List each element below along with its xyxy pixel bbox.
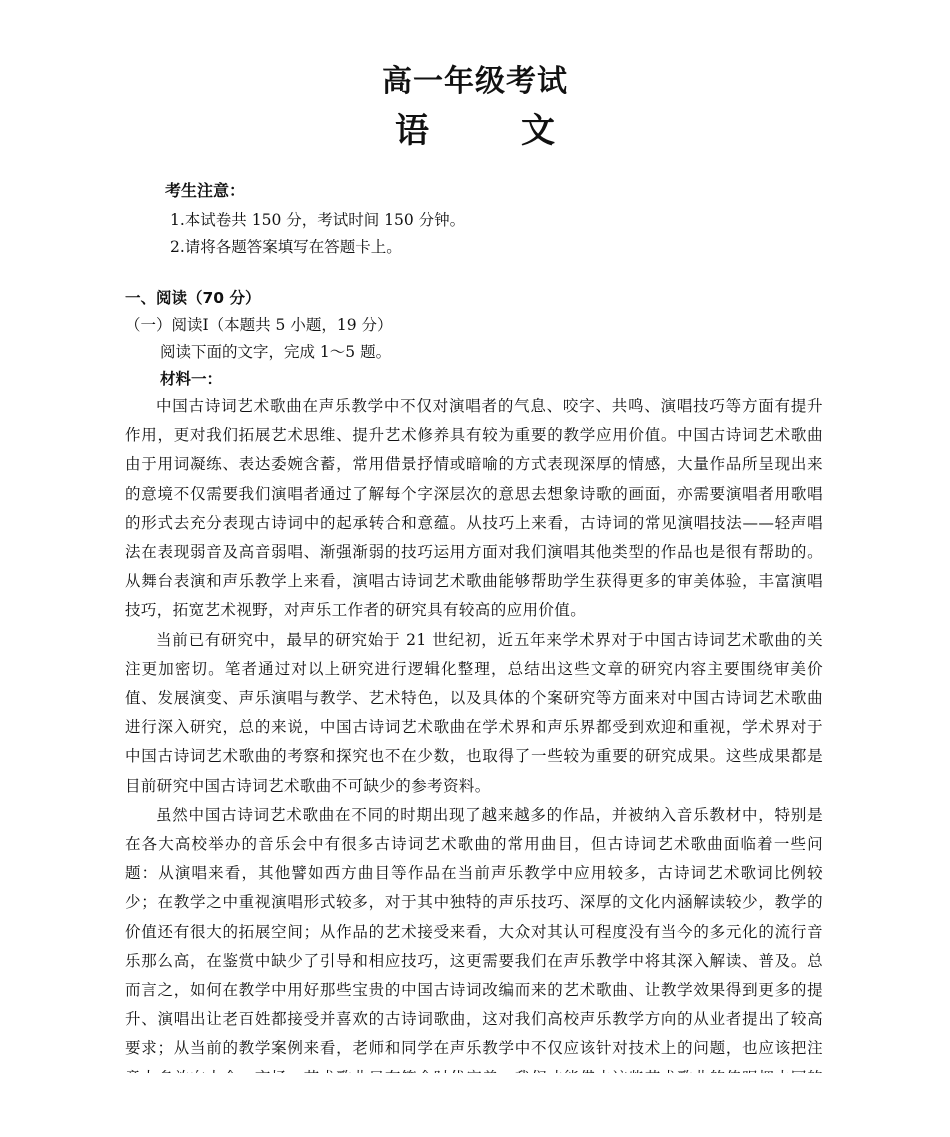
subject-char-2: 文 (521, 111, 555, 151)
notice-heading: 考生注意： (165, 181, 246, 200)
section-subheading: （一）阅读Ⅰ（本题共 5 小题，19 分） (125, 316, 393, 334)
subject-char-1: 语 (395, 111, 429, 151)
notice-item: 1.本试卷共 150 分，考试时间 150 分钟。 (170, 211, 466, 229)
subject-title (0, 103, 950, 152)
passage-paragraph: 虽然中国古诗词艺术歌曲在不同的时期出现了越来越多的作品，并被纳入音乐教材中，特别是在各大高校举办的音乐会中有很多古诗词艺术歌曲的常用曲目，但古诗词艺术歌曲面临着一些问题：从演唱来看，其他譬如西方曲目等作品在当前声乐教学中应用较多，古诗词艺术歌词比例较少；在教学之中重视演唱形式较多，对于其中独特的声乐技巧、深厚的文化内涵解读较少，教学的价值还有很大的拓展空间；从作品的艺术接受来看，大众对其认可程度没有当今的多元化的流行音乐那么高，在鉴赏中缺少了引导和相应技巧，这更需要我们在声乐教学中将其深入解读、普及。总而言之，如何在教学中用好那些宝贵的中国古诗词改编而来的艺术歌曲、让教学效果得到更多的提升、演唱出让老百姓都接受并喜欢的古诗词歌曲，这对我们高校声乐教学方向的从业者提出了较高要求；从当前的教学案例来看，老师和同学在声乐教学中不仅应该针对技术上的问题，也应该把注 (125, 805, 823, 1058)
exam-title: 高一年级考试 (382, 64, 568, 99)
instruction-text: 阅读下面的文字，完成 1～5 题。 (160, 343, 392, 361)
passage-paragraph: 当前已有研究中，最早的研究始于 21 世纪初，近五年来学术界对于中国古诗词艺术歌曲的关注更加密切。笔者通过对以上研究进行逻辑化整理，总结出这些文章的研究内容主要围绕审美价值、发展演变、声乐演唱与教学、艺术特色，以及具体的个案研究等方面来对中国古诗词艺术歌曲进行深入研究，总的来说，中国古诗词艺术歌曲在学术界和声乐界都受到欢迎和重视，学术界对于中国古诗词艺术歌曲的考察和探究也不在少数，也取得了一些较为重要的研究成果。这些成果都是目前研究中国古诗词艺术歌曲不可缺少的参考资料。 (125, 630, 823, 795)
candidate-notice (165, 178, 466, 256)
passage-paragraph: 中国古诗词艺术歌曲在声乐教学中不仅对演唱者的气息、咬字、共鸣、演唱技巧等方面有提升作用，更对我们拓展艺术思维、提升艺术修养具有较为重要的教学应用价值。中国古诗词艺术歌曲由于用词凝练、表达委婉含蓄，常用借景抒情或暗喻的方式表现深厚的情感，大量作品所呈现出来的意境不仅需要我们演唱者通过了解每个字深层次的意思去想象诗歌的画面，亦需要演唱者用歌唱的形式去充分表现古诗词中的起承转合和意蕴。从技巧上来看，古诗词的常见演唱技法——轻声唱法在表现弱音及高音弱唱、渐强渐弱的技巧运用方面对我们演唱其他类型的作品也是很有帮助的。从舞台表演和声乐教学上来看，演唱古诗词艺术歌曲能够帮助学生获得更多的审美体验，丰富演唱技巧，拓宽艺术视野，对声乐工作者的研究具有较高的应用价值。 (125, 397, 823, 620)
section-heading: 一、阅读（70 分） (125, 289, 261, 307)
material-label: 材料一： (160, 370, 223, 388)
passage-body (125, 392, 823, 1122)
page-crop-edge (0, 1073, 950, 1137)
notice-item: 2.请将各题答案填写在答题卡上。 (170, 238, 402, 256)
